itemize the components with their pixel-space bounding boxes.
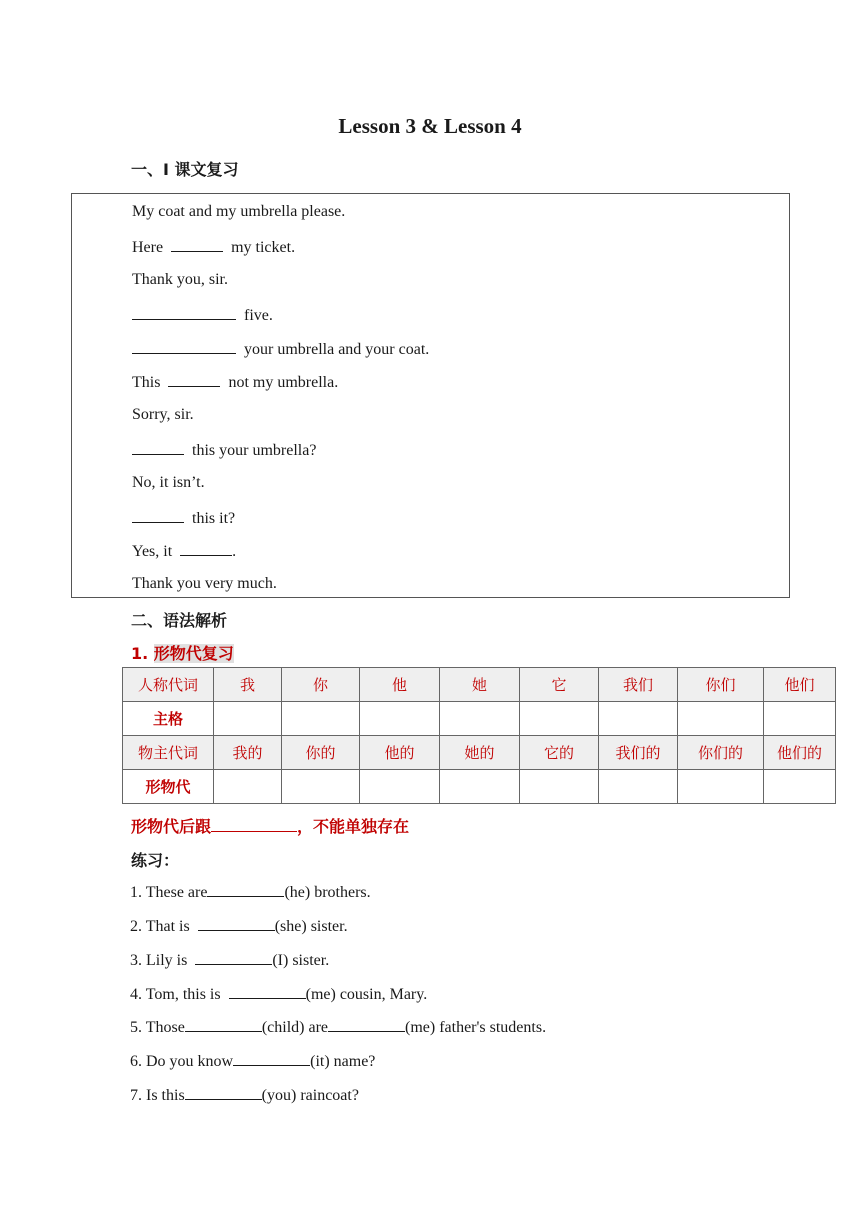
table-row	[123, 702, 836, 736]
answer-cell[interactable]	[764, 702, 836, 736]
exercise-item	[130, 916, 348, 936]
fill-blank[interactable]	[132, 440, 184, 455]
dialogue-line	[132, 440, 316, 460]
fill-blank[interactable]	[132, 305, 236, 320]
dialogue-line	[132, 541, 236, 561]
table-cell: 我们	[599, 668, 678, 702]
exercise-text: (me) cousin, Mary.	[305, 986, 428, 1003]
dialogue-line	[132, 508, 235, 528]
exercise-text: (it) name?	[310, 1053, 376, 1070]
dialogue-text: Sorry, sir.	[132, 406, 194, 423]
table-cell: 她	[440, 668, 520, 702]
table-cell: 她的	[440, 736, 520, 770]
dialogue-text: your umbrella and your coat.	[236, 341, 430, 358]
table-cell: 我	[214, 668, 282, 702]
dialogue-line	[132, 474, 205, 492]
fill-blank[interactable]	[168, 372, 220, 387]
fill-blank[interactable]	[328, 1017, 405, 1032]
dialogue-line	[132, 339, 429, 359]
exercise-text: (me) father's students.	[405, 1019, 547, 1036]
fill-blank[interactable]	[132, 339, 236, 354]
exercise-text: (she) sister.	[274, 918, 348, 935]
dialogue-line	[132, 372, 338, 392]
table-cell: 我的	[214, 736, 282, 770]
table-cell: 它	[520, 668, 599, 702]
table-row	[123, 668, 836, 702]
fill-blank[interactable]	[180, 541, 232, 556]
dialogue-text: My coat and my umbrella please.	[132, 203, 346, 220]
exercise-text: (you) raincoat?	[261, 1087, 359, 1104]
table-cell: 他	[360, 668, 440, 702]
answer-cell[interactable]	[360, 770, 440, 804]
dialogue-text: This	[132, 374, 169, 391]
answer-cell[interactable]	[282, 770, 360, 804]
dialogue-line	[132, 305, 273, 325]
dialogue-text: .	[232, 543, 237, 560]
fill-blank[interactable]	[198, 916, 275, 931]
section-2-heading: 二、语法解析	[131, 611, 228, 630]
table-cell: 他们	[764, 668, 836, 702]
exercise-item	[130, 882, 371, 902]
exercise-text: 2. That is	[130, 918, 198, 935]
table-cell: 我们的	[599, 736, 678, 770]
exercise-text: (he) brothers.	[284, 884, 371, 901]
exercise-text: 1. These are	[130, 884, 208, 901]
answer-cell[interactable]	[282, 702, 360, 736]
exercise-item	[130, 1017, 546, 1037]
dialogue-text: this it?	[184, 510, 236, 527]
fill-blank[interactable]	[207, 882, 284, 897]
fill-blank[interactable]	[171, 237, 223, 252]
exercise-text: 7. Is this	[130, 1087, 185, 1104]
answer-cell[interactable]	[214, 770, 282, 804]
answer-cell[interactable]	[360, 702, 440, 736]
answer-cell[interactable]	[764, 770, 836, 804]
fill-blank[interactable]	[132, 508, 184, 523]
answer-cell[interactable]	[520, 770, 599, 804]
table-cell: 你的	[282, 736, 360, 770]
table-row	[123, 770, 836, 804]
row-header: 人称代词	[123, 668, 214, 702]
exercise-text: (child) are	[261, 1019, 328, 1036]
answer-cell[interactable]	[214, 702, 282, 736]
dialogue-text: Thank you, sir.	[132, 271, 228, 288]
dialogue-text: five.	[236, 307, 273, 324]
dialogue-line	[132, 203, 345, 221]
row-header: 形物代	[123, 770, 214, 804]
answer-cell[interactable]	[599, 770, 678, 804]
fill-blank[interactable]	[185, 1017, 262, 1032]
dialogue-line	[132, 271, 228, 289]
dialogue-text: Here	[132, 239, 172, 256]
answer-cell[interactable]	[440, 702, 520, 736]
practice-heading: 练习：	[131, 851, 180, 870]
exercise-item	[130, 950, 329, 970]
dialogue-line	[132, 406, 194, 424]
table-cell: 你们的	[678, 736, 764, 770]
fill-blank[interactable]	[195, 950, 272, 965]
dialogue-text: Yes, it	[132, 543, 181, 560]
fill-blank[interactable]	[233, 1051, 310, 1066]
answer-cell[interactable]	[599, 702, 678, 736]
table-cell: 他们的	[764, 736, 836, 770]
answer-cell[interactable]	[678, 770, 764, 804]
fill-blank[interactable]	[211, 817, 297, 832]
dialogue-text: Thank you very much.	[132, 575, 277, 592]
subsection-number: 1.	[131, 644, 149, 663]
dialogue-text: No, it isn’t.	[132, 474, 205, 491]
table-cell: 它的	[520, 736, 599, 770]
dialogue-box	[71, 193, 790, 598]
grammar-note	[131, 814, 409, 837]
subsection-heading	[131, 641, 234, 664]
answer-cell[interactable]	[678, 702, 764, 736]
answer-cell[interactable]	[520, 702, 599, 736]
exercise-item	[130, 1085, 359, 1105]
dialogue-line	[132, 575, 277, 593]
table-cell: 你	[282, 668, 360, 702]
exercise-item	[130, 1051, 375, 1071]
exercise-text: 4. Tom, this is	[130, 986, 229, 1003]
pronoun-table	[122, 667, 836, 804]
exercise-text: 5. Those	[130, 1019, 185, 1036]
subsection-title: 形物代复习	[153, 644, 234, 663]
dialogue-text: this your umbrella?	[184, 442, 317, 459]
answer-cell[interactable]	[440, 770, 520, 804]
exercise-item	[130, 984, 427, 1004]
dialogue-text: my ticket.	[223, 239, 296, 256]
exercise-text: 3. Lily is	[130, 952, 196, 969]
fill-blank[interactable]	[185, 1085, 262, 1100]
row-header: 物主代词	[123, 736, 214, 770]
table-cell: 你们	[678, 668, 764, 702]
note-text: 形物代后跟	[131, 817, 212, 836]
section-1-heading: 一、I 课文复习	[131, 160, 239, 179]
dialogue-text: not my umbrella.	[220, 374, 339, 391]
dialogue-line	[132, 237, 295, 257]
row-header: 主格	[123, 702, 214, 736]
fill-blank[interactable]	[229, 984, 306, 999]
table-cell: 他的	[360, 736, 440, 770]
table-row	[123, 736, 836, 770]
note-text: ，不能单独存在	[297, 817, 410, 836]
exercise-text: 6. Do you know	[130, 1053, 234, 1070]
page-title: Lesson 3 & Lesson 4	[338, 114, 522, 138]
exercise-text: (I) sister.	[272, 952, 330, 969]
